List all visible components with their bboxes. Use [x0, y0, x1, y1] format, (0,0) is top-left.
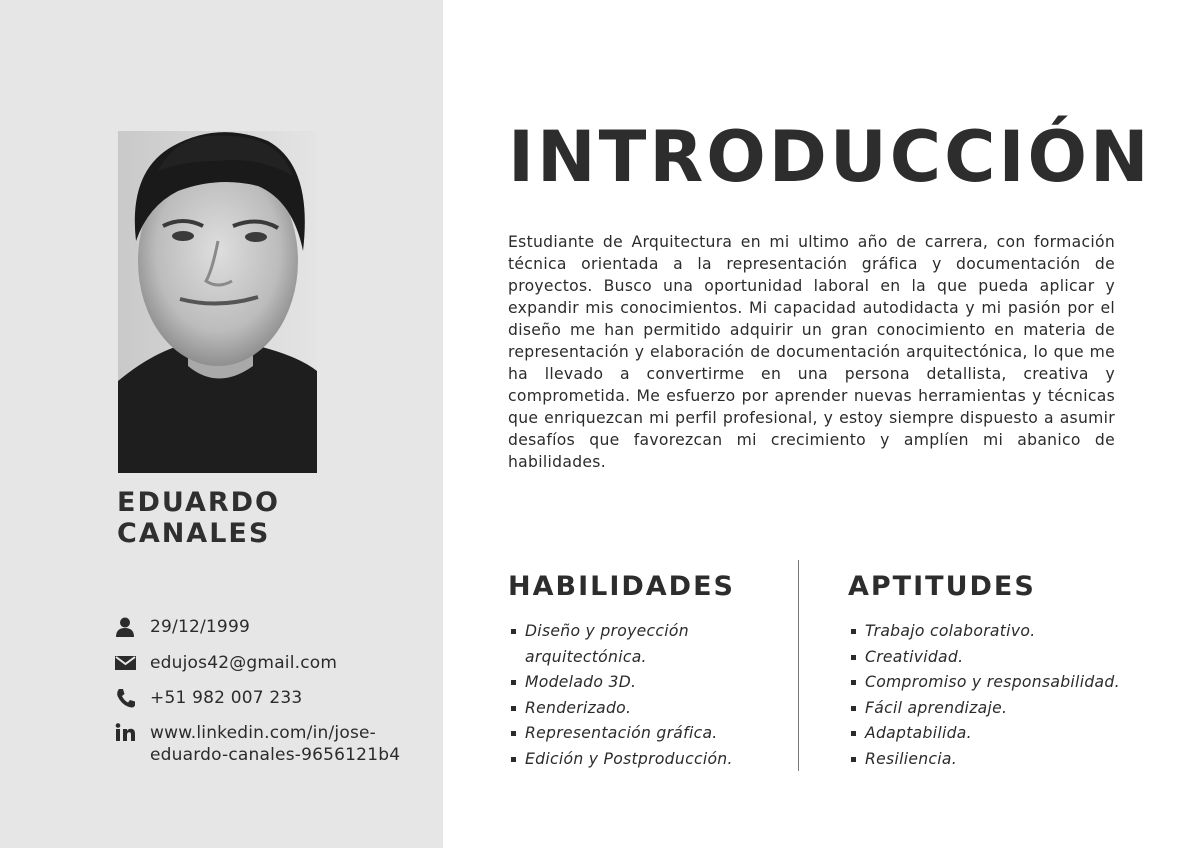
intro-paragraph: Estudiante de Arquitectura en mi ultimo año de carrera, con formación técnica orientada a la representación gráfica y documentación de proyectos. Busco una oportunidad laboral en la que pueda aplicar y expandir mis conocimientos. Mi capacidad autodidacta y mi pasión por el diseño me han permitido adquirir un gran conocimiento en materia de representación y elaboración de documentación arquitectónica, lo que me ha llevado a convertirme en una persona detallista, creativa y comprometida. Me esfuerzo por aprender nuevas herramientas y técnicas que enriquezcan mi perfil profesional, y estoy siempre dispuesto a asumir desafíos que favorezcan mi crecimiento y amplíen mi abanico de habilidades.	[508, 233, 1115, 471]
linkedin-line-2: eduardo-canales-9656121b4	[150, 745, 401, 765]
list-item: Adaptabilida.	[848, 721, 1178, 747]
skills-list	[508, 619, 783, 772]
user-icon	[115, 617, 137, 637]
phone-text[interactable]: +51 982 007 233	[150, 688, 303, 708]
list-item: Creatividad.	[848, 645, 1178, 671]
birthdate-text: 29/12/1999	[150, 617, 250, 637]
contact-birthdate	[115, 616, 250, 638]
portrait-photo	[118, 131, 317, 473]
contact-linkedin	[115, 722, 400, 766]
phone-icon	[115, 688, 137, 708]
contact-phone	[115, 687, 302, 709]
linkedin-line-1: www.linkedin.com/in/jose-	[150, 723, 376, 743]
list-item: Trabajo colaborativo.	[848, 619, 1178, 645]
linkedin-link[interactable]	[150, 722, 400, 766]
list-item: Diseño y proyección arquitectónica.	[508, 619, 783, 670]
skills-title: HABILIDADES	[508, 571, 735, 602]
aptitudes-list	[848, 619, 1178, 772]
list-item: Renderizado.	[508, 696, 783, 722]
list-item: Compromiso y responsabilidad.	[848, 670, 1178, 696]
intro-title: INTRODUCCIÓN	[508, 116, 1152, 198]
aptitudes-title: APTITUDES	[848, 571, 1036, 602]
last-name: CANALES	[117, 518, 271, 549]
list-item: Resiliencia.	[848, 747, 1178, 773]
email-link[interactable]: edujos42@gmail.com	[150, 653, 338, 673]
column-divider	[798, 560, 799, 771]
mail-icon	[115, 653, 137, 673]
sidebar	[0, 0, 443, 848]
list-item: Edición y Postproducción.	[508, 747, 783, 773]
person-name	[117, 487, 280, 549]
list-item: Fácil aprendizaje.	[848, 696, 1178, 722]
linkedin-icon	[115, 723, 137, 743]
first-name: EDUARDO	[117, 487, 281, 518]
list-item: Modelado 3D.	[508, 670, 783, 696]
contact-email	[115, 652, 337, 674]
list-item: Representación gráfica.	[508, 721, 783, 747]
